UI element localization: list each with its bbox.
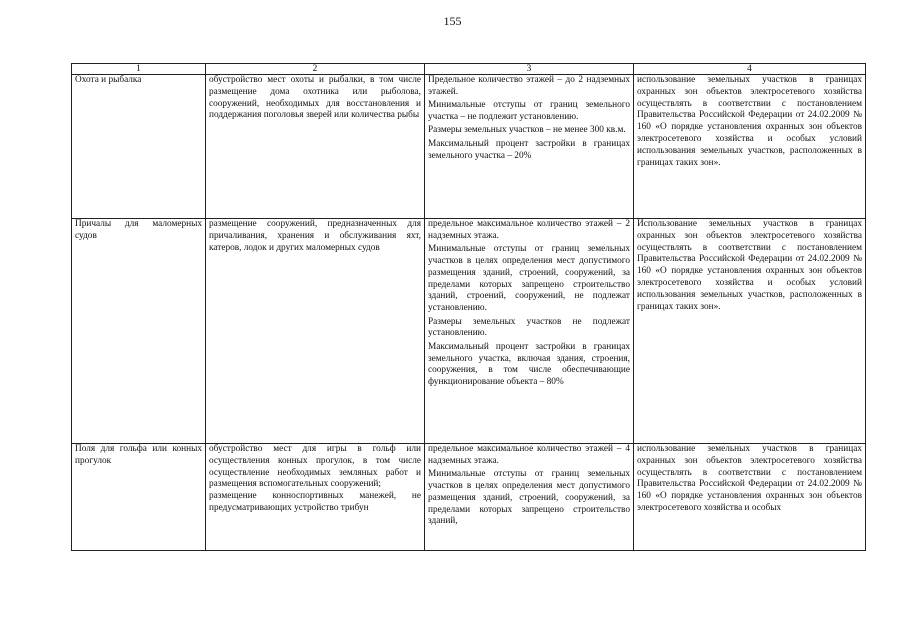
use-type-name: Охота и рыбалка <box>72 75 206 219</box>
use-type-description <box>206 444 425 551</box>
column-number-1: 1 <box>72 64 206 75</box>
description-paragraph: размещение конноспортивных манежей, не предусматривающих устройство трибун <box>209 491 421 513</box>
restrictions-clip: использование земельных участков в границах охранных зон объектов электросетевого хозяйства осуществлять в соответствии с постановлением Правительства Российской Федерации от 24.02.2009 № 160 «О порядке установления охранных зон объектов электросетевого хозяйства и особых <box>637 444 862 513</box>
description-paragraph: обустройство мест для игры в гольф или осуществления конных прогулок, в том числе осуществление необходимых земляных работ и размещения вспомогательных сооружений; <box>209 444 421 490</box>
column-number-4: 4 <box>634 64 866 75</box>
land-use-table <box>71 63 866 551</box>
parameter-paragraph: предельное максимальное количество этажей – 4 надземных этажа. <box>428 444 630 466</box>
building-parameters <box>425 75 634 219</box>
page-number: 155 <box>443 14 462 28</box>
parameter-paragraph: Минимальные отступы от границ земельного участка – не подлежит установлению. <box>428 100 630 122</box>
parameter-paragraph: Размеры земельных участков не подлежат установлению. <box>428 316 630 339</box>
use-type-name-text: Поля для гольфа или конных прогулок <box>75 444 202 466</box>
parameter-paragraph: Предельное количество этажей – до 2 надземных этажей. <box>428 75 630 97</box>
description-clip <box>209 444 421 550</box>
parameter-paragraph: Максимальный процент застройки в границах земельного участка, включая здания, строения, сооружения, в том числе обеспечивающие функционирование объекта – 80% <box>428 341 630 388</box>
parameter-paragraph: Минимальные отступы от границ земельных участков в целях определения мест допустимого размещения зданий, строений, сооружений, за пределами которых запрещено строительство зданий, <box>428 469 630 527</box>
parameters-clip <box>428 444 630 550</box>
use-type-description <box>206 75 425 219</box>
table-row <box>72 444 866 551</box>
description-paragraph: размещение сооружений, предназначенных для причаливания, хранения и обслуживания яхт, катеров, лодок и других маломерных судов <box>209 219 421 253</box>
parameter-paragraph: Максимальный процент застройки в границах земельного участка – 20% <box>428 138 630 161</box>
parameter-paragraph: предельное максимальное количество этажей – 2 надземных этажа. <box>428 219 630 241</box>
restrictions-text: Использование земельных участков в границах охранных зон объектов электросетевого хозяйства осуществлять в соответствии с постановлением Правительства Российской Федерации от 24.02.2009 № 160 «О порядке установления охранных зон объектов электросетевого хозяйства и особых условий использования земельных участков, расположенных в границах таких зон». <box>634 219 866 444</box>
use-type-name: Причалы для маломерных судов <box>72 219 206 444</box>
parameter-paragraph: Минимальные отступы от границ земельных участков в целях определения мест допустимого размещения зданий, строений, сооружений, за пределами которых запрещено строительство зданий, строений, сооружений, не подлежат установлению. <box>428 244 630 314</box>
restrictions-text: использование земельных участков в границах охранных зон объектов электросетевого хозяйства осуществлять в соответствии с постановлением Правительства Российской Федерации от 24.02.2009 № 160 «О порядке установления охранных зон объектов электросетевого хозяйства и особых условий использования земельных участков, расположенных в границах таких зон». <box>634 75 866 219</box>
description-paragraph: обустройство мест охоты и рыбалки, в том числе размещение дома охотника или рыболова, сооружений, необходимых для восстановления и поддержания поголовья зверей или количества рыбы <box>209 75 421 121</box>
use-type-name <box>72 444 206 551</box>
restrictions-text <box>634 444 866 551</box>
table-row <box>72 75 866 219</box>
table-row <box>72 219 866 444</box>
header-row <box>72 64 866 75</box>
building-parameters <box>425 444 634 551</box>
use-type-description <box>206 219 425 444</box>
building-parameters <box>425 219 634 444</box>
column-number-2: 2 <box>206 64 425 75</box>
column-number-3: 3 <box>425 64 634 75</box>
parameter-paragraph: Размеры земельных участков – не менее 300 кв.м. <box>428 125 626 136</box>
